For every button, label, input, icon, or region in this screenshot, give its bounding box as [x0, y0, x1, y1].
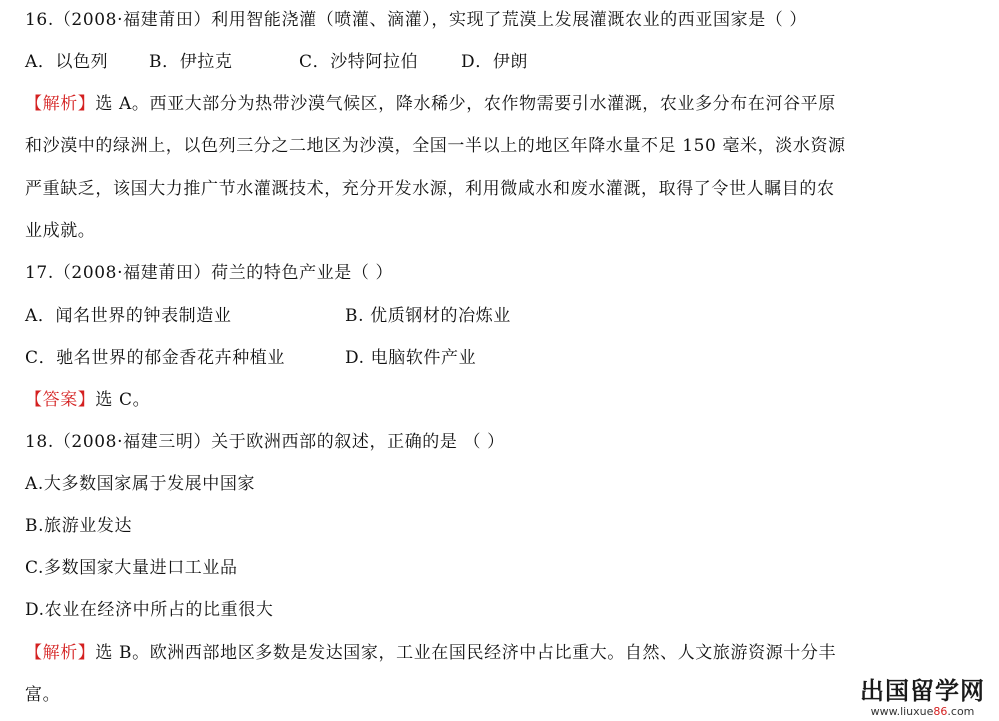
q17-option-d: D. 电脑软件产业 [345, 348, 477, 368]
q16-option-d: D．伊朗 [461, 52, 529, 72]
q18-option-b: B.旅游业发达 [25, 516, 133, 536]
answer-tag: 【答案】 [25, 390, 96, 410]
q16-stem: 16.（2008·福建莆田）利用智能浇灌（喷灌、滴灌），实现了荒漠上发展灌溉农业的西亚国家是（ ） [25, 10, 808, 30]
q18-option-c: C.多数国家大量进口工业品 [25, 558, 238, 578]
q16-analysis-line-4: 业成就。 [25, 221, 96, 241]
q16-option-b: B．伊拉克 [149, 52, 233, 72]
analysis-tag: 【解析】 [25, 94, 96, 114]
q17-option-b: B. 优质钢材的冶炼业 [345, 306, 511, 326]
q16-analysis-line-1 [25, 92, 836, 116]
watermark-url-highlight: 86 [933, 705, 948, 718]
watermark-text: 出国留学网 [860, 677, 985, 705]
q18-analysis-line-2: 富。 [25, 685, 61, 705]
q17-option-c: C．驰名世界的郁金香花卉种植业 [25, 348, 286, 368]
q18-stem: 18.（2008·福建三明）关于欧洲西部的叙述，正确的是 （ ） [25, 432, 505, 452]
q17-option-a: A．闻名世界的钟表制造业 [25, 306, 232, 326]
watermark-url [860, 705, 985, 718]
q16-analysis-line-3: 严重缺乏，该国大力推广节水灌溉技术，充分开发水源，利用微咸水和废水灌溉，取得了令世人瞩目的农 [25, 179, 835, 199]
q16-option-c: C．沙特阿拉伯 [299, 52, 419, 72]
q17-answer-line [25, 388, 150, 412]
q18-analysis-line-1 [25, 641, 836, 665]
q18-option-a: A.大多数国家属于发展中国家 [25, 474, 256, 494]
analysis-tag: 【解析】 [25, 643, 96, 663]
q17-stem: 17.（2008·福建莆田）荷兰的特色产业是（ ） [25, 263, 394, 283]
q16-analysis-line-2: 和沙漠中的绿洲上，以色列三分之二地区为沙漠，全国一半以上的地区年降水量不足 150 毫米，淡水资源 [25, 136, 846, 156]
watermark-url-prefix: www.liuxue [870, 705, 934, 718]
watermark-url-suffix: .com [947, 705, 975, 718]
site-watermark [860, 677, 985, 718]
q16-option-a: A．以色列 [25, 52, 109, 72]
q18-analysis-text-1: 选 B。欧洲西部地区多数是发达国家，工业在国民经济中占比重大。自然、人文旅游资源十分丰 [95, 643, 837, 663]
q18-option-d: D.农业在经济中所占的比重很大 [25, 600, 274, 620]
q16-analysis-text-1: 选 A。西亚大部分为热带沙漠气候区，降水稀少，农作物需要引水灌溉，农业多分布在河谷平原 [95, 94, 836, 114]
q17-answer-text: 选 C。 [95, 390, 151, 410]
